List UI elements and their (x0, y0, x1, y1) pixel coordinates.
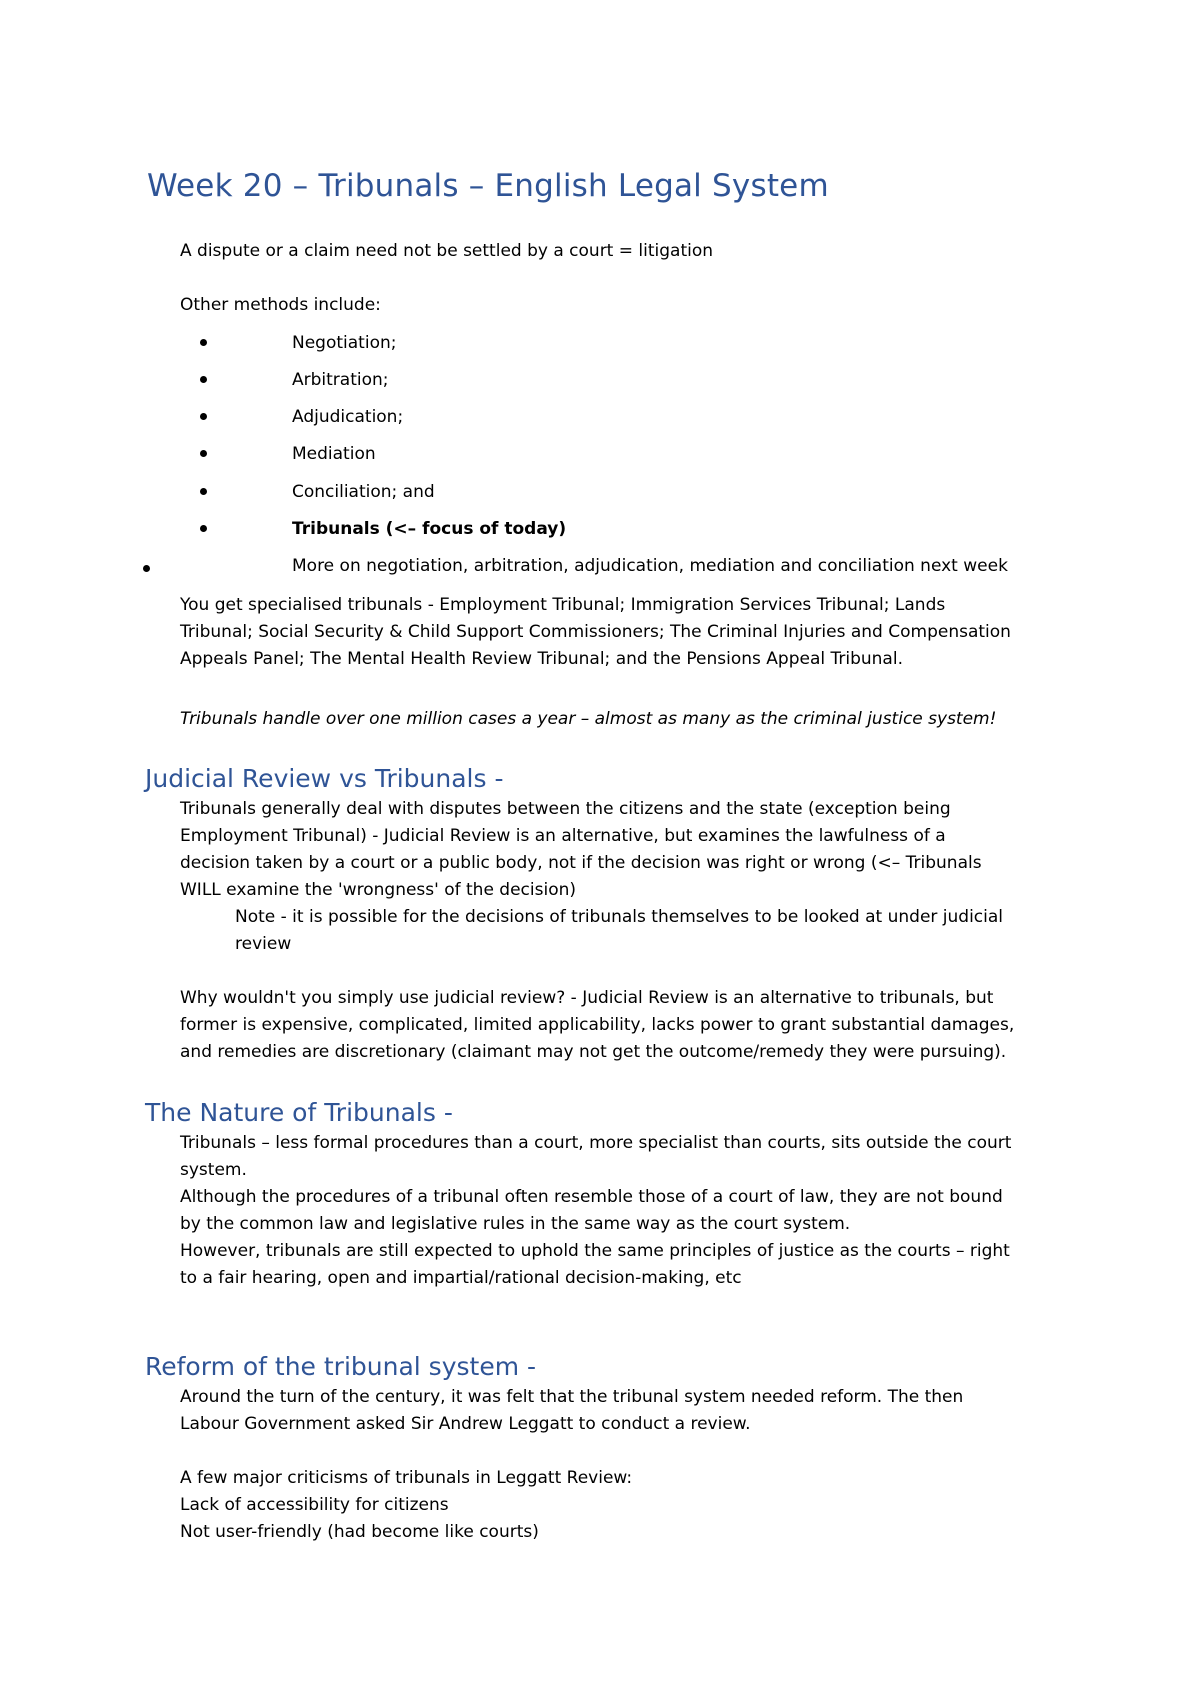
list-item-text: More on negotiation, arbitration, adjudication, mediation and conciliation next week (292, 556, 1008, 576)
list-item (180, 330, 1080, 357)
bullet-icon (200, 525, 207, 532)
list-item-text: Mediation (292, 444, 376, 464)
list-item (180, 479, 1080, 506)
nature-line: Tribunals – less formal procedures than a court, more specialist than courts, sits outside the court (180, 1133, 1012, 1153)
list-item (180, 367, 1080, 394)
bullet-icon (200, 376, 207, 383)
section-heading-judicial: Judicial Review vs Tribunals - (145, 764, 504, 793)
nature-line: to a fair hearing, open and impartial/rational decision-making, etc (180, 1268, 742, 1288)
list-item (180, 553, 1080, 580)
list-item (180, 516, 1080, 543)
judicial-line: WILL examine the 'wrongness' of the decision) (180, 880, 577, 900)
list-item-text: Tribunals (<– focus of today) (292, 519, 567, 539)
reform-line: Around the turn of the century, it was felt that the tribunal system needed reform. The then (180, 1387, 964, 1407)
list-item-text: Arbitration; (292, 370, 389, 390)
judicial-line: Employment Tribunal) - Judicial Review is an alternative, but examines the lawfulness of a (180, 826, 946, 846)
page-title: Week 20 – Tribunals – English Legal System (147, 168, 829, 204)
list-item (180, 404, 1080, 431)
list-item-text: Conciliation; and (292, 482, 435, 502)
section-heading-reform: Reform of the tribunal system - (145, 1352, 537, 1381)
why-line: Why wouldn't you simply use judicial review? - Judicial Review is an alternative to tribunals, but (180, 988, 994, 1008)
bullet-icon (200, 339, 207, 346)
intro-paragraph: A dispute or a claim need not be settled by a court = litigation (180, 241, 714, 261)
list-item (180, 441, 1080, 468)
judicial-note-line: Note - it is possible for the decisions of tribunals themselves to be looked at under judicial (235, 907, 1004, 927)
criticism-line: Not user-friendly (had become like courts) (180, 1522, 539, 1542)
specialised-line: Tribunal; Social Security & Child Support Commissioners; The Criminal Injuries and Compensation (180, 622, 1011, 642)
list-item-text: Negotiation; (292, 333, 397, 353)
specialised-line: Appeals Panel; The Mental Health Review Tribunal; and the Pensions Appeal Tribunal. (180, 649, 903, 669)
why-line: and remedies are discretionary (claimant may not get the outcome/remedy they were pursuing). (180, 1042, 1007, 1062)
bullet-icon (200, 488, 207, 495)
nature-line: system. (180, 1160, 247, 1180)
specialised-line: You get specialised tribunals - Employment Tribunal; Immigration Services Tribunal; Lands (180, 595, 946, 615)
judicial-line: decision taken by a court or a public body, not if the decision was right or wrong (<– Tribunals (180, 853, 982, 873)
bullet-icon (143, 565, 150, 572)
nature-line: However, tribunals are still expected to uphold the same principles of justice as the courts – right (180, 1241, 1010, 1261)
why-line: former is expensive, complicated, limited applicability, lacks power to grant substantial damages, (180, 1015, 1015, 1035)
italic-note: Tribunals handle over one million cases a year – almost as many as the criminal justice system! (180, 709, 997, 729)
reform-line: Labour Government asked Sir Andrew Leggatt to conduct a review. (180, 1414, 751, 1434)
methods-label: Other methods include: (180, 295, 381, 315)
section-heading-nature: The Nature of Tribunals - (145, 1098, 453, 1127)
criticism-line: A few major criticisms of tribunals in Leggatt Review: (180, 1468, 633, 1488)
nature-line: Although the procedures of a tribunal often resemble those of a court of law, they are not bound (180, 1187, 1003, 1207)
judicial-line: Tribunals generally deal with disputes between the citizens and the state (exception being (180, 799, 951, 819)
judicial-note-line: review (235, 934, 292, 954)
criticism-line: Lack of accessibility for citizens (180, 1495, 449, 1515)
nature-line: by the common law and legislative rules in the same way as the court system. (180, 1214, 851, 1234)
list-item-text: Adjudication; (292, 407, 404, 427)
bullet-icon (200, 413, 207, 420)
bullet-icon (200, 450, 207, 457)
